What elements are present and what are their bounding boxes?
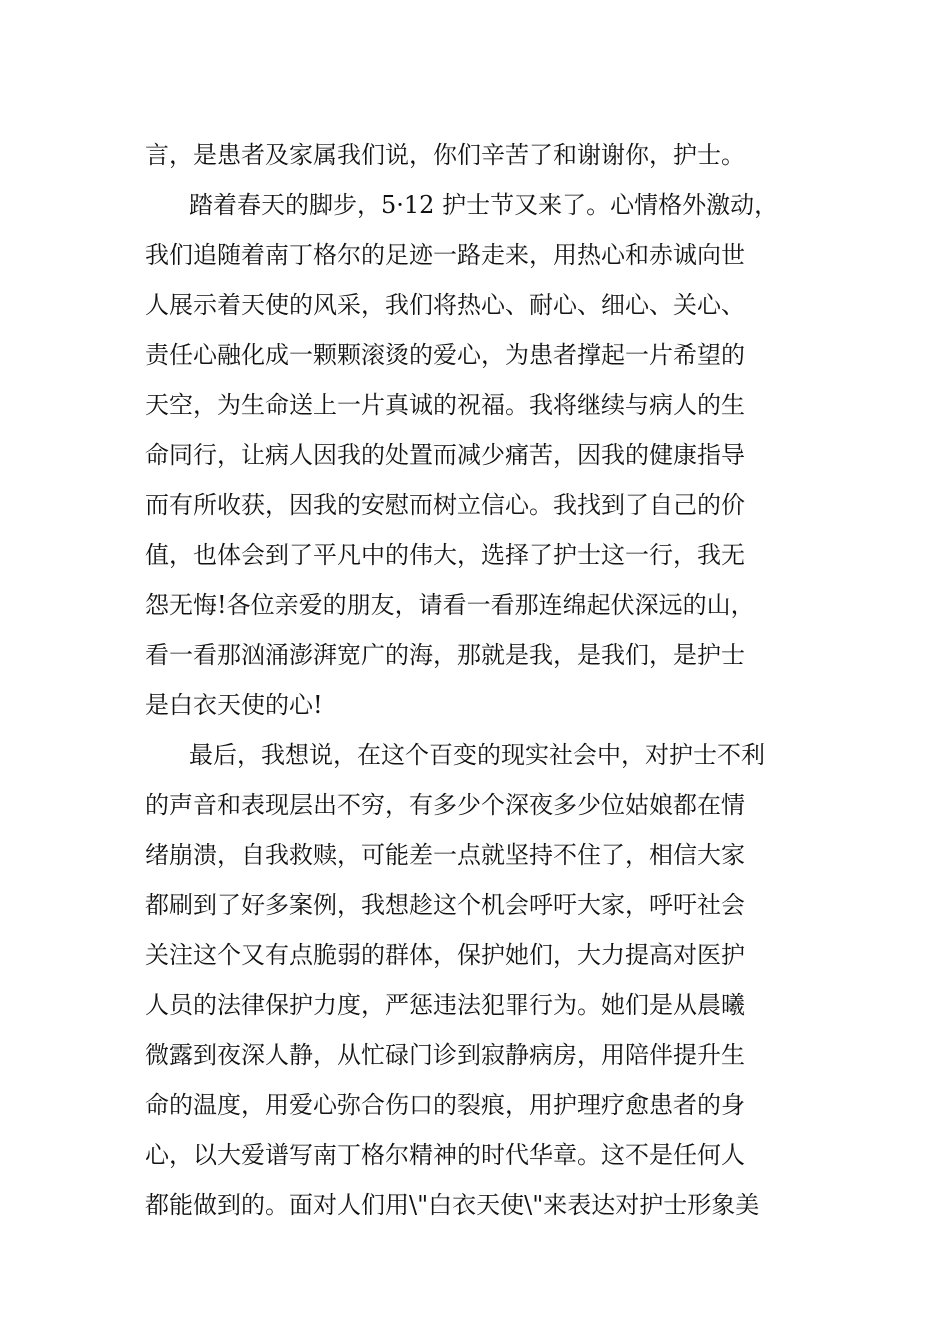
- text-line: 言，是患者及家属我们说，你们辛苦了和谢谢你，护士。: [145, 141, 745, 169]
- text-line: 都能做到的。面对人们用\"白衣天使\"来表达对护士形象美: [145, 1191, 760, 1219]
- text-line: 是白衣天使的心!: [145, 691, 323, 719]
- body-text: [145, 130, 825, 1230]
- text-line: 人展示着天使的风采，我们将热心、耐心、细心、关心、: [145, 291, 745, 319]
- text-line: 绪崩溃，自我救赎，可能差一点就坚持不住了，相信大家: [145, 841, 745, 869]
- text-line: 我们追随着南丁格尔的足迹一路走来，用热心和赤诚向世: [145, 241, 745, 269]
- text-line: 责任心融化成一颗颗滚烫的爱心，为患者撑起一片希望的: [145, 341, 745, 369]
- text-line: 人员的法律保护力度，严惩违法犯罪行为。她们是从晨曦: [145, 991, 745, 1019]
- text-line: 天空，为生命送上一片真诚的祝福。我将继续与病人的生: [145, 391, 745, 419]
- paragraph-start-line: 踏着春天的脚步，5·12 护士节又来了。心情格外激动，: [189, 191, 779, 219]
- text-line: 都刷到了好多案例，我想趁这个机会呼吁大家，呼吁社会: [145, 891, 745, 919]
- text-line: 的声音和表现层出不穷，有多少个深夜多少位姑娘都在情: [145, 791, 745, 819]
- text-line: 看一看那汹涌澎湃宽广的海，那就是我，是我们，是护士: [145, 641, 745, 669]
- text-line: 怨无悔!各位亲爱的朋友，请看一看那连绵起伏深远的山，: [145, 591, 755, 619]
- text-line: 关注这个又有点脆弱的群体，保护她们，大力提高对医护: [145, 941, 745, 969]
- paragraph-start-line: 最后，我想说，在这个百变的现实社会中，对护士不利: [189, 741, 765, 769]
- text-line: 命的温度，用爱心弥合伤口的裂痕，用护理疗愈患者的身: [145, 1091, 745, 1119]
- text-line: 而有所收获，因我的安慰而树立信心。我找到了自己的价: [145, 491, 745, 519]
- text-line: 心，以大爱谱写南丁格尔精神的时代华章。这不是任何人: [145, 1141, 745, 1169]
- text-line: 微露到夜深人静，从忙碌门诊到寂静病房，用陪伴提升生: [145, 1041, 745, 1069]
- text-line: 值，也体会到了平凡中的伟大，选择了护士这一行，我无: [145, 541, 745, 569]
- text-line: 命同行，让病人因我的处置而减少痛苦，因我的健康指导: [145, 441, 745, 469]
